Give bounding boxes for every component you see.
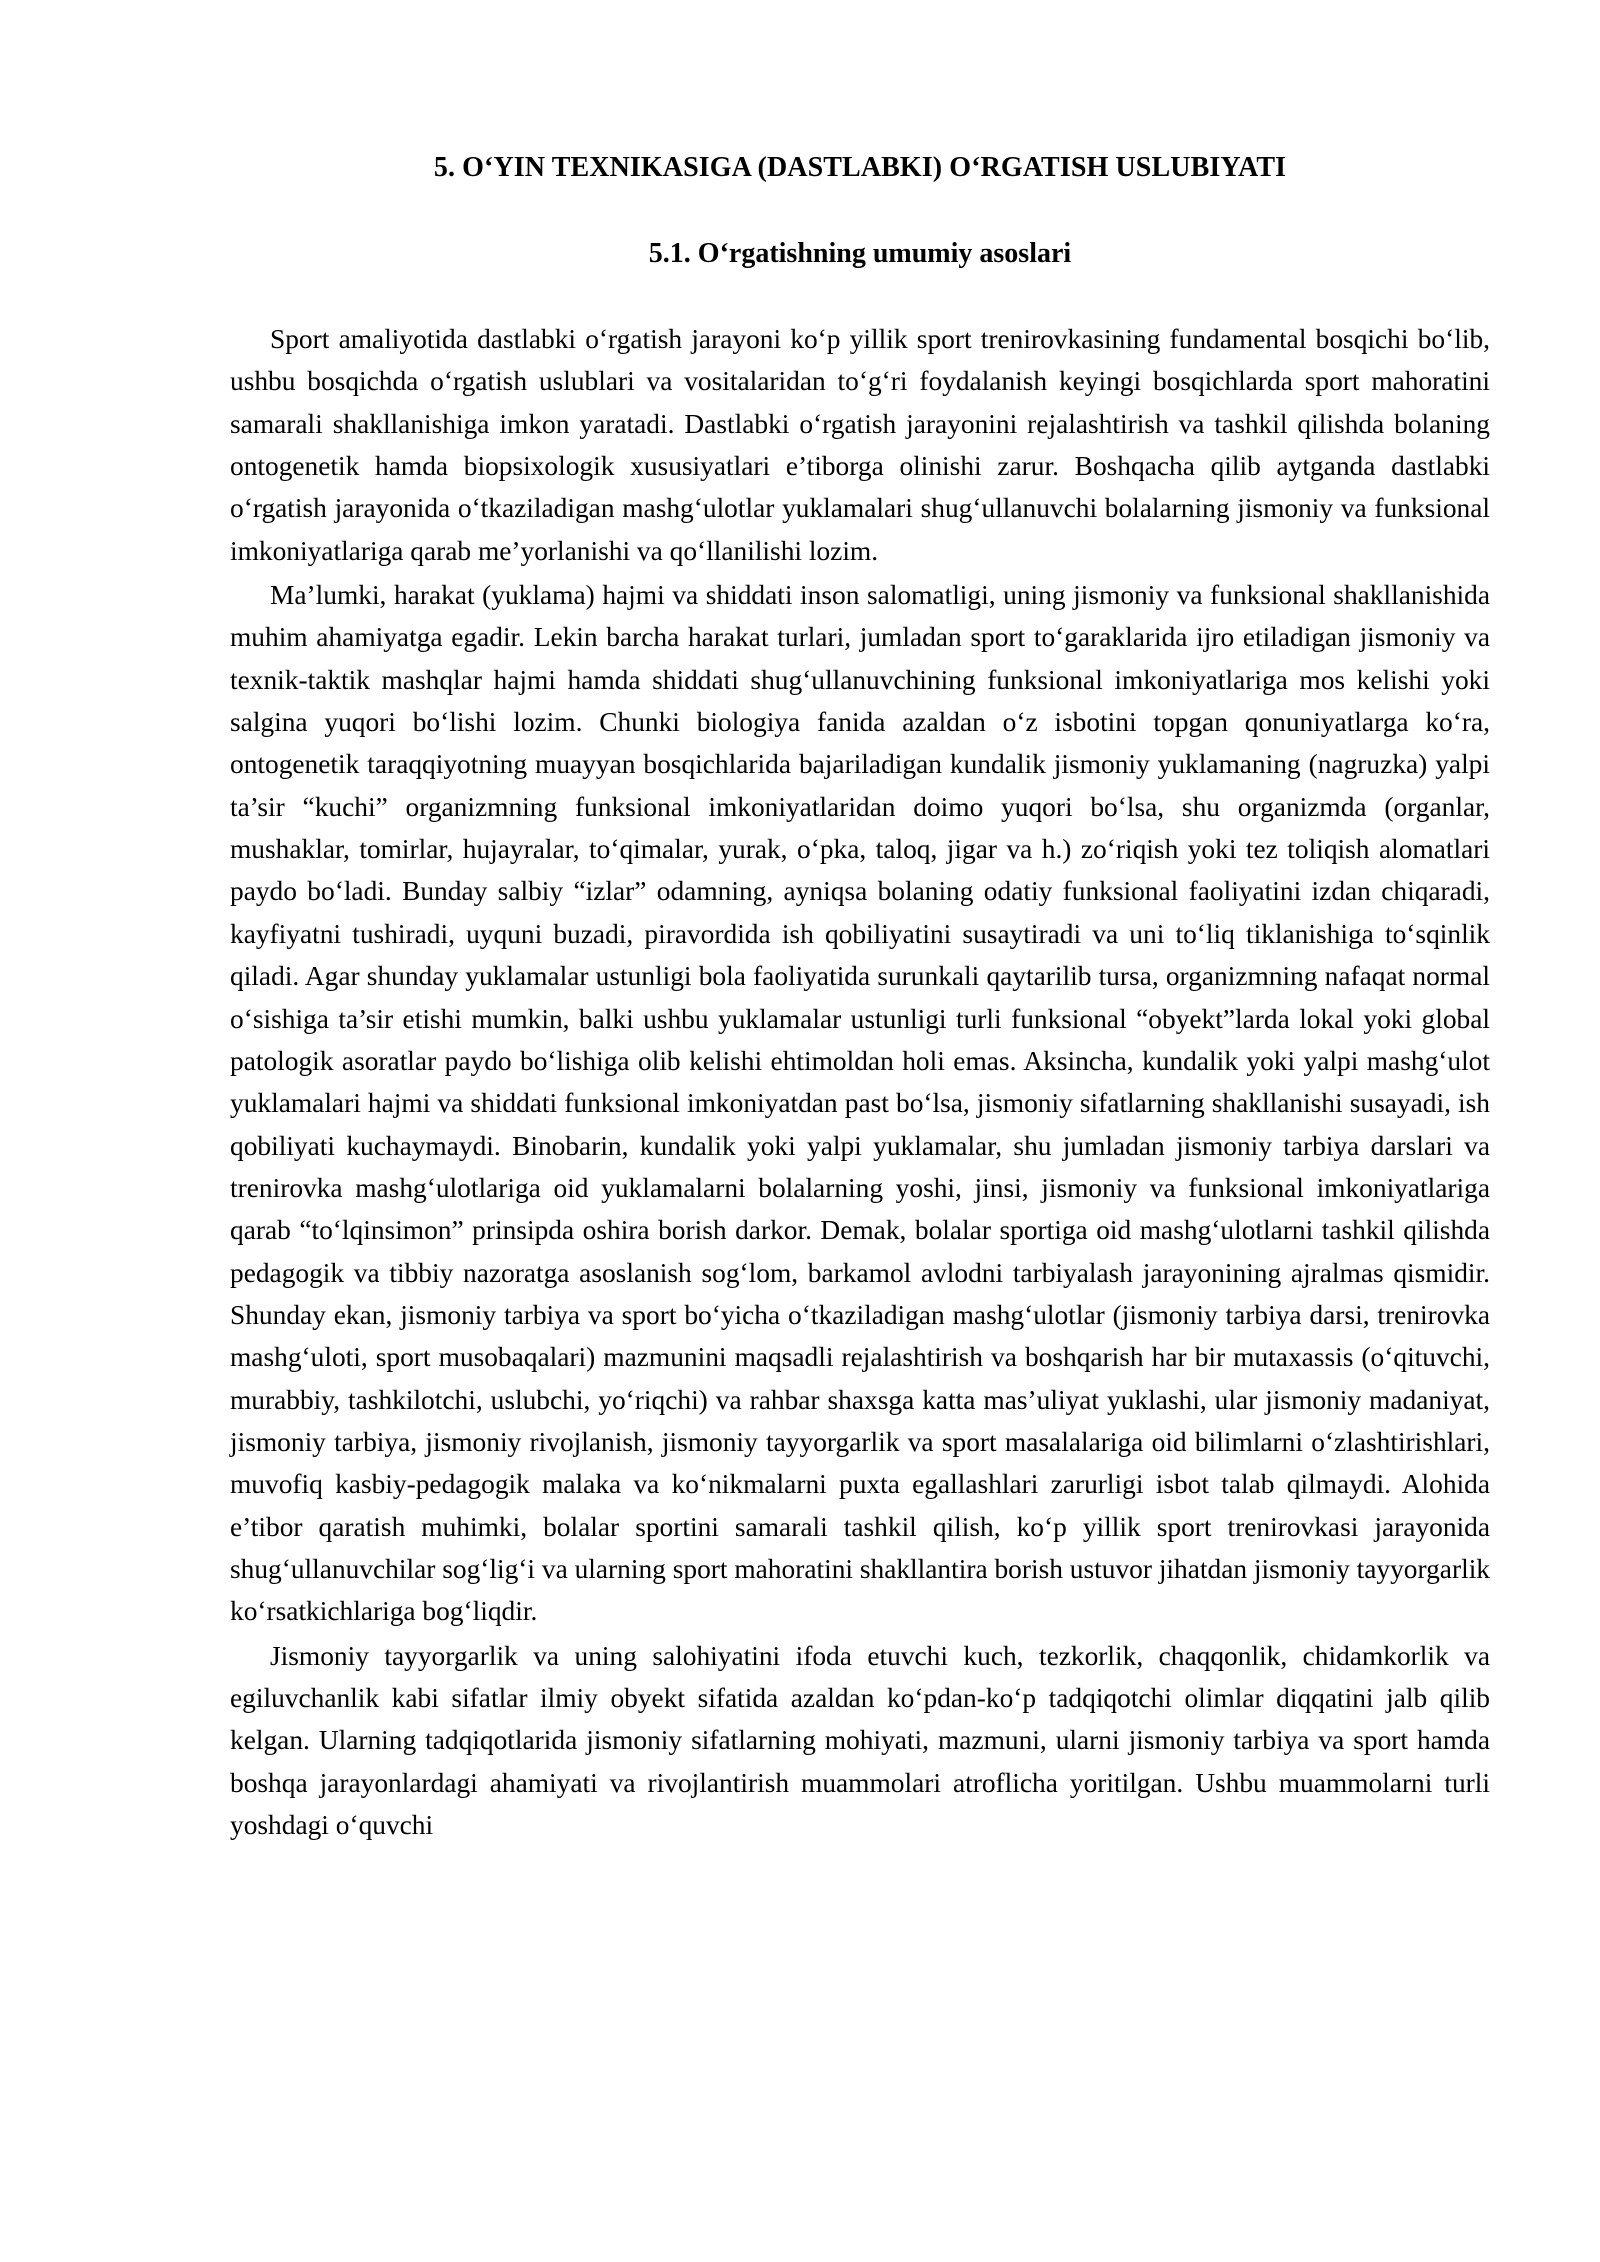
section-title: 5.1. O‘rgatishning umumiy asoslari <box>648 238 1072 269</box>
body-paragraph-3: Jismoniy tayyorgarlik va uning salohiyatini ifoda etuvchi kuch, tezkorlik, chaqqonlik, chidamkorlik va egiluvchanlik kabi sifatlar ilmiy obyekt sifatida azaldan ko‘pdan-ko‘p tadqiqotchi olimlar diqqatini jalb qilib kelgan. Ularning tadqiqotlarida jismoniy sifatlarning mohiyati, mazmuni, ularni jismoniy tarbiya va sport hamda boshqa jarayonlardagi ahamiyati va rivojlantirish muammolari atroflicha yoritilgan. Ushbu muammolarni turli yoshdagi o‘quvchi <box>230 1640 1490 1841</box>
chapter-title: 5. O‘YIN TEXNIKASIGA (DASTLABKI) O‘RGATISH USLUBIYATI <box>433 152 1287 183</box>
body-paragraph-2: Ma’lumki, harakat (yuklama) hajmi va shiddati inson salomatligi, uning jismoniy va funksional shakllanishida muhim ahamiyatga egadir. Lekin barcha harakat turlari, jumladan sport to‘garaklarida ijro etiladigan jismoniy va texnik-taktik mashqlar hajmi hamda shiddati shug‘ullanuvchining funksional imkoniyatlariga mos kelishi yoki salgina yuqori bo‘lishi lozim. Chunki biologiya fanida azaldan o‘z isbotini topgan qonuniyatlarga ko‘ra, ontogenetik taraqqiyotning muayyan bosqichlarida bajariladigan kundalik jismoniy yuklamaning (nagruzka) yalpi ta’sir “kuchi” organizmning funksional imkoniyatlaridan doimo yuqori bo‘lsa, shu organizmda (organlar, mushaklar, tomirlar, hujayralar, to‘qimalar, yurak, o‘pka, taloq, jigar va h.) zo‘riqish yoki tez toliqish alomatlari paydo bo‘ladi. Bunday salbiy “izlar” odamning, ayniqsa bolaning odatiy funksional faoliyatini izdan chiqaradi, kayfiyatni tushiradi, uyquni buzadi, piravordida ish qobiliyatini susaytiradi va uni to‘liq tiklanishiga to‘sqinlik qiladi. Agar shunday yuklamalar ustunligi bola faoliyatida surunkali qaytarilib tursa, organizmning nafaqat normal o‘sishiga ta’sir etishi mumkin, balki ushbu yuklamalar ustunligi turli funksional “obyekt”larda lokal yoki global patologik asoratlar paydo bo‘lishiga olib kelishi ehtimoldan holi emas. Aksincha, kundalik yoki yalpi mashg‘ulot yuklamalari hajmi va shiddati funksional imkoniyatdan past bo‘lsa, jismoniy sifatlarning shakllanishi susayadi, ish qobiliyati kuchaymaydi. Binobarin, kundalik yoki yalpi yuklamalar, shu jumladan jismoniy tarbiya darslari va trenirovka mashg‘ulotlariga oid yuklamalarni bolalarning yoshi, jinsi, jismoniy va funksional imkoniyatlariga qarab “to‘lqinsimon” prinsipda oshira borish darkor. Demak, bolalar sportiga oid mashg‘ulotlarni tashkil qilishda pedagogik va tibbiy nazoratga asoslanish sog‘lom, barkamol avlodni tarbiyalash jarayonining ajralmas qismidir. Shunday ekan, jismoniy tarbiya va sport bo‘yicha o‘tkaziladigan mashg‘ulotlar (jismoniy tarbiya darsi, trenirovka mashg‘uloti, sport musobaqalari) mazmunini maqsadli rejalashtirish va boshqarish har bir mutaxassis (o‘qituvchi, murabbiy, tashkilotchi, uslubchi, yo‘riqchi) va rahbar shaxsga katta mas’uliyat yuklashi, ular jismoniy madaniyat, jismoniy tarbiya, jismoniy rivojlanish, jismoniy tayyorgarlik va sport masalalariga oid bilimlarni o‘zlashtirishlari, muvofiq kasbiy-pedagogik malaka va ko‘nikmalarni puxta egallashlari zarurligi isbot talab qilmaydi. Alohida e’tibor qaratish muhimki, bolalar sportini samarali tashkil qilish, ko‘p yillik sport trenirovkasi jarayonida shug‘ullanuvchilar sog‘lig‘i va ularning sport mahoratini shakllantira borish ustuvor jihatdan jismoniy tayyorgarlik ko‘rsatkichlariga bog‘liqdir. <box>230 580 1490 1627</box>
page-content <box>230 148 1490 1846</box>
body-paragraph-1: Sport amaliyotida dastlabki o‘rgatish jarayoni ko‘p yillik sport trenirovkasining fundamental bosqichi bo‘lib, ushbu bosqichda o‘rgatish uslublari va vositalaridan to‘g‘ri foydalanish keyingi bosqichlarda sport mahoratini samarali shakllanishiga imkon yaratadi. Dastlabki o‘rgatish jarayonini rejalashtirish va tashkil qilishda bolaning ontogenetik hamda biopsixologik xususiyatlari e’tiborga olinishi zarur. Boshqacha qilib aytganda dastlabki o‘rgatish jarayonida o‘tkaziladigan mashg‘ulotlar yuklamalari shug‘ullanuvchi bolalarning jismoniy va funksional imkoniyatlariga qarab me’yorlanishi va qo‘llanilishi lozim. <box>230 324 1490 566</box>
